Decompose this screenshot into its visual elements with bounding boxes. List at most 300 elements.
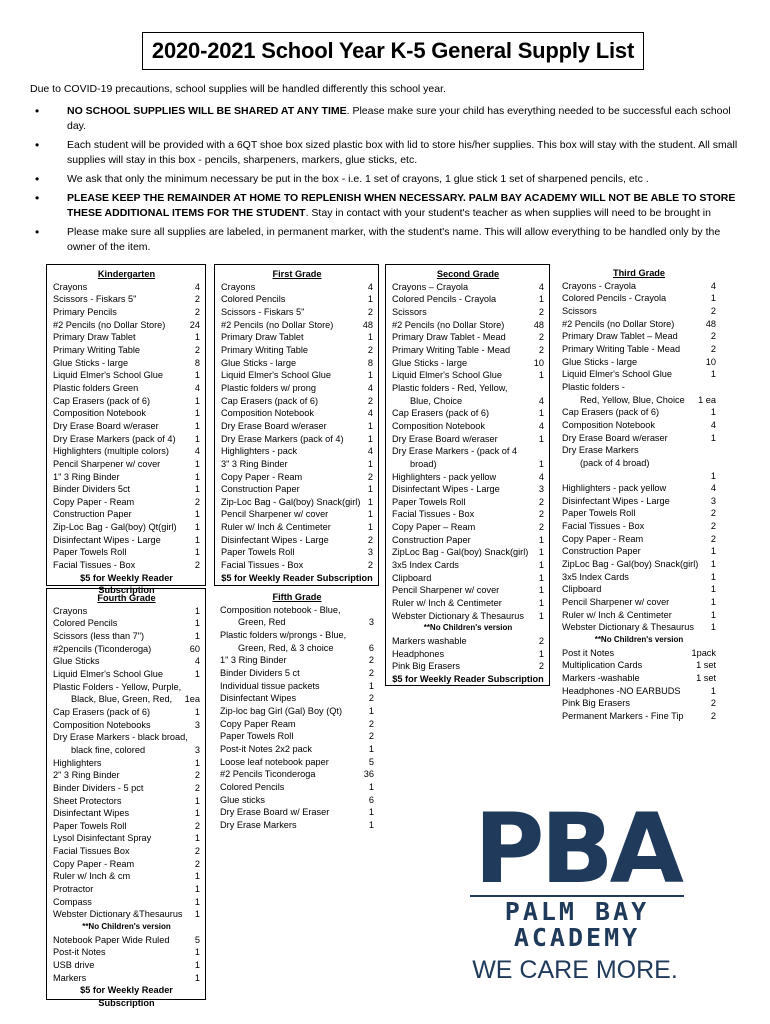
supply-quantity: 2	[367, 534, 373, 545]
supply-quantity: 2	[710, 533, 716, 544]
supply-quantity: 2	[194, 560, 200, 571]
supply-name: Copy Paper Ream	[220, 718, 296, 729]
grade-heading: Second Grade	[436, 269, 500, 279]
supply-name: Pencil Sharpener w/ cover	[392, 585, 500, 596]
supply-name: 2" 3 Ring Binder	[53, 770, 120, 781]
supply-quantity: 1	[367, 522, 373, 533]
supply-item	[53, 820, 200, 833]
supply-quantity	[712, 457, 716, 470]
supply-name: Colored Pencils - Crayola	[562, 293, 667, 304]
supply-quantity: 1	[367, 496, 373, 507]
supply-quantity: 24	[189, 319, 200, 330]
supply-name: Primary Draw Tablet – Mead	[562, 331, 678, 342]
supply-quantity: 2	[194, 294, 200, 305]
supply-quantity: 1	[194, 947, 200, 958]
supply-name: Clipboard	[392, 572, 432, 583]
supply-item	[562, 394, 716, 407]
supply-item	[392, 369, 544, 382]
supply-quantity: 2	[538, 522, 544, 533]
supply-quantity: 36	[363, 769, 374, 780]
supply-quantity: 4	[194, 382, 200, 393]
supply-name: Liquid Elmer's School Glue	[53, 370, 164, 381]
supply-item	[392, 420, 544, 433]
supply-quantity: 4	[538, 471, 544, 482]
supply-quantity: 1	[710, 546, 716, 557]
supply-quantity: 1	[194, 871, 200, 882]
supply-quantity: 2	[538, 636, 544, 647]
supply-name: Dry Erase Markers	[562, 445, 639, 456]
supply-item	[562, 647, 716, 660]
supply-quantity: 1	[194, 884, 200, 895]
supply-name: Glue sticks	[220, 794, 265, 805]
supply-item	[53, 832, 200, 845]
supply-item	[53, 559, 200, 572]
supply-item	[562, 685, 716, 698]
supply-item	[562, 280, 716, 293]
supply-item	[392, 382, 544, 395]
supply-name: Paper Towels Roll	[53, 547, 127, 558]
supply-name: Composition Notebooks	[53, 719, 151, 730]
supply-name: Disinfectant Wipes - Large	[562, 495, 670, 506]
supply-name: Highlighters - pack	[221, 446, 298, 457]
supply-name: Pencil Sharpener w/ cover	[562, 597, 670, 608]
supply-name: Zip-Loc Bag - Gal(boy) Qt(girl)	[53, 522, 177, 533]
supply-item	[562, 545, 716, 558]
supply-quantity: 48	[362, 319, 373, 330]
supply-name: 3" 3 Ring Binder	[221, 458, 288, 469]
supply-item	[53, 706, 200, 719]
supply-quantity: 1	[538, 458, 544, 469]
supply-name: ZipLoc Bag - Gal(boy) Snack(girl)	[392, 547, 529, 558]
supply-item	[53, 344, 200, 357]
supply-item	[562, 697, 716, 710]
supply-quantity: 1	[368, 807, 374, 818]
supply-name: #2 Pencils (no Dollar Store)	[53, 319, 166, 330]
supply-name: #2 Pencils (no Dollar Store)	[392, 319, 505, 330]
supply-item	[221, 344, 373, 357]
supply-quantity: 1	[194, 605, 200, 616]
supply-item	[53, 693, 200, 706]
supply-item	[53, 293, 200, 306]
supply-quantity: 1	[538, 408, 544, 419]
supply-name: Paper Towels Roll	[53, 820, 127, 831]
supply-item	[562, 659, 716, 672]
supply-quantity: 1	[194, 522, 200, 533]
supply-quantity: 1	[367, 509, 373, 520]
supply-name: Primary Pencils	[53, 306, 117, 317]
supply-quantity: 4	[538, 395, 544, 406]
supply-name: Dry Erase Board w/eraser	[392, 433, 498, 444]
supply-quantity: 4	[538, 281, 544, 292]
supply-name: Disinfectant Wipes	[53, 808, 130, 819]
supply-quantity: 4	[194, 446, 200, 457]
supply-quantity: 4	[710, 483, 716, 494]
supply-item	[220, 692, 374, 705]
supply-item	[562, 292, 716, 305]
supply-name: Paper Towels Roll	[392, 496, 466, 507]
supply-item	[53, 357, 200, 370]
supply-quantity: 1	[194, 808, 200, 819]
fifth-grade-list	[214, 588, 379, 838]
supply-name: Plastic folders w/prongs - Blue,	[220, 629, 347, 640]
supply-quantity: 1	[710, 432, 716, 443]
supply-quantity	[196, 681, 200, 694]
supply-quantity: 2	[367, 471, 373, 482]
supply-item	[220, 718, 374, 731]
supply-item	[562, 368, 716, 381]
supply-item	[53, 407, 200, 420]
supply-name: Permanent Markers - Fine Tip	[562, 710, 684, 721]
supply-name: Disinfectant Wipes - Large	[392, 484, 500, 495]
supply-quantity: 1	[367, 420, 373, 431]
supply-name: Liquid Elmer's School Glue	[562, 369, 673, 380]
supply-item	[392, 433, 544, 446]
supply-name: Lysol Disinfectant Spray	[53, 833, 152, 844]
supply-quantity: 1	[194, 458, 200, 469]
supply-name: Colored Pencils - Crayola	[392, 294, 497, 305]
supply-item	[221, 546, 373, 559]
supply-item	[220, 616, 374, 629]
supply-item	[53, 870, 200, 883]
supply-item	[221, 496, 373, 509]
supply-quantity: 1	[194, 618, 200, 629]
supply-name: Copy Paper - Ream	[562, 533, 644, 544]
supply-item	[221, 293, 373, 306]
supply-quantity: 2	[194, 820, 200, 831]
supply-name: Green, Red	[238, 617, 286, 628]
supply-item	[392, 534, 544, 547]
supply-quantity	[540, 382, 544, 395]
supply-quantity: 1	[538, 433, 544, 444]
supply-item	[220, 768, 374, 781]
supply-item	[221, 433, 373, 446]
supply-quantity: 1	[367, 370, 373, 381]
supply-quantity: 6	[368, 794, 374, 805]
page-title: 2020-2021 School Year K-5 General Supply List	[142, 32, 644, 70]
supply-quantity: 1	[194, 420, 200, 431]
supply-item	[53, 471, 200, 484]
supply-name: Scissors - Fiskars 5"	[221, 306, 305, 317]
supply-name: Paper Towels Roll	[221, 547, 295, 558]
supply-quantity: 1	[538, 534, 544, 545]
instruction-item: • NO SCHOOL SUPPLIES WILL BE SHARED AT ANY TIME. Please make sure your child has everything needed to be successful each school day.	[30, 104, 742, 134]
supply-name: Zip-loc bag Girl (Gal) Boy (Qt)	[220, 705, 343, 716]
supply-quantity	[196, 731, 200, 744]
supply-item	[221, 306, 373, 319]
supply-name: Dry Erase Markers - black broad,	[53, 732, 188, 743]
supply-item	[392, 508, 544, 521]
supply-name: Colored Pencils	[220, 781, 285, 792]
supply-item	[221, 445, 373, 458]
supply-item	[221, 534, 373, 547]
supply-quantity: 8	[194, 357, 200, 368]
supply-name: Post it Notes	[562, 647, 615, 658]
supply-quantity: 1	[710, 609, 716, 620]
supply-name: Copy Paper - Ream	[53, 858, 135, 869]
supply-item	[392, 395, 544, 408]
supply-item	[562, 330, 716, 343]
supply-quantity: 1	[194, 795, 200, 806]
supply-name: Webster Dictionary & Thesaurus	[392, 610, 524, 621]
supply-item	[221, 331, 373, 344]
supply-quantity: 2	[538, 306, 544, 317]
supply-name: Composition Notebook	[53, 408, 146, 419]
supply-name: (pack of 4 broad)	[580, 457, 650, 468]
supply-item	[392, 331, 544, 344]
supply-name: #2 Pencils (no Dollar Store)	[562, 318, 675, 329]
supply-quantity: 2	[538, 344, 544, 355]
instruction-item: • We ask that only the minimum necessary be put in the box - i.e. 1 set of crayons, 1 glue stick 1 set of sharpened pencils, etc .	[30, 172, 742, 187]
supply-quantity: 1	[194, 960, 200, 971]
supply-quantity: 1	[710, 571, 716, 582]
supply-quantity: 4	[710, 280, 716, 291]
supply-item	[220, 819, 374, 832]
supply-name: Red, Yellow, Blue, Choice	[580, 394, 685, 405]
supply-name: Primary Writing Table	[53, 344, 140, 355]
supply-quantity: 5	[368, 756, 374, 767]
supply-name: Scissors - Fiskars 5"	[53, 294, 137, 305]
supply-quantity: 2	[367, 344, 373, 355]
supply-item	[220, 730, 374, 743]
supply-name: USB drive	[53, 960, 95, 971]
supply-quantity: 1	[194, 757, 200, 768]
supply-item	[562, 482, 716, 495]
supply-name: Black, Blue, Green, Red,	[71, 694, 173, 705]
supply-item	[53, 959, 200, 972]
supply-name: Copy Paper – Ream	[392, 522, 476, 533]
supply-item	[53, 795, 200, 808]
supply-quantity: 4	[367, 281, 373, 292]
supply-name: Facial Tissues - Box	[392, 509, 475, 520]
supply-name: Ruler w/ Inch & Centimeter	[562, 609, 672, 620]
supply-name: Colored Pencils	[53, 618, 118, 629]
supply-quantity: 1	[710, 622, 716, 633]
supply-name: Glue Sticks - large	[392, 357, 468, 368]
supply-name: Dry Erase Board w/ Eraser	[220, 807, 330, 818]
supply-item	[53, 896, 200, 909]
supply-item	[220, 680, 374, 693]
supply-quantity: 1 set	[696, 673, 716, 683]
supply-name: Pink Big Erasers	[392, 661, 460, 672]
supply-quantity: 2	[368, 655, 374, 666]
supply-item	[53, 668, 200, 681]
supply-item	[562, 609, 716, 622]
supply-name: Post-it Notes 2x2 pack	[220, 743, 312, 754]
supply-name: Webster Dictionary &Thesaurus	[53, 909, 183, 920]
supply-quantity: 2	[194, 306, 200, 317]
supply-item	[392, 610, 544, 623]
supply-name: Crayons	[221, 281, 256, 292]
supply-name: Loose leaf notebook paper	[220, 756, 329, 767]
supply-name: Plastic folders Green	[53, 382, 139, 393]
supply-quantity: 10	[705, 356, 716, 367]
supply-quantity: 2	[710, 710, 716, 721]
supply-item	[562, 381, 716, 394]
supply-item	[53, 281, 200, 294]
supply-name: Glue Sticks - large	[221, 357, 297, 368]
supply-item	[221, 508, 373, 521]
supply-item	[53, 521, 200, 534]
supply-name: Crayons - Crayola	[562, 280, 637, 291]
supply-name: Dry Erase Board w/eraser	[221, 420, 327, 431]
supply-name: Ruler w/ Inch & Centimeter	[392, 598, 502, 609]
palm-bay-academy-logo	[462, 800, 692, 990]
supply-item	[562, 305, 716, 318]
supply-item	[562, 457, 716, 470]
supply-name: Binder Dividers 5 ct	[220, 667, 300, 678]
supply-item	[562, 672, 716, 685]
supply-item	[221, 559, 373, 572]
supply-quantity: 1	[538, 294, 544, 305]
supply-quantity: 3	[368, 617, 374, 628]
supply-name: Glue Sticks	[53, 656, 100, 667]
supply-name: Construction Paper	[392, 534, 471, 545]
supply-name: Pencil Sharpener w/ cover	[53, 458, 161, 469]
supply-item	[53, 534, 200, 547]
supply-quantity: 1	[194, 706, 200, 717]
supply-item	[562, 432, 716, 445]
supply-item	[53, 458, 200, 471]
supply-quantity: 1pack	[691, 647, 716, 658]
supply-name: Individual tissue packets	[220, 680, 320, 691]
supply-name: 1" 3 Ring Binder	[53, 471, 120, 482]
supply-quantity: 3	[710, 495, 716, 506]
supply-item	[221, 357, 373, 370]
supply-quantity: 1	[368, 705, 374, 716]
supply-name: Construction Paper	[562, 546, 641, 557]
supply-quantity: 2	[194, 770, 200, 781]
supply-item	[392, 306, 544, 319]
supply-name: Highlighters (multiple colors)	[53, 446, 169, 457]
supply-item	[220, 756, 374, 769]
supply-quantity: 2	[194, 782, 200, 793]
supply-item	[392, 319, 544, 332]
second-grade-list	[385, 264, 550, 686]
supply-item	[53, 858, 200, 871]
supply-item	[562, 406, 716, 419]
supply-quantity	[370, 604, 374, 617]
supply-quantity: 1	[368, 680, 374, 691]
supply-quantity: 1	[538, 610, 544, 621]
supply-quantity: 1	[194, 395, 200, 406]
supply-item	[220, 654, 374, 667]
supply-quantity: 1	[710, 685, 716, 696]
supply-item	[220, 781, 374, 794]
dictionary-note: **No Children's version	[423, 623, 513, 633]
supply-quantity: 2	[194, 344, 200, 355]
weekly-reader-note: $5 for Weekly Reader Subscription	[392, 674, 544, 684]
supply-item	[392, 458, 544, 471]
supply-name: Highlighters - pack yellow	[562, 483, 667, 494]
grade-heading: Kindergarten	[97, 269, 156, 279]
supply-name: Binder Dividers 5ct	[53, 484, 131, 495]
supply-quantity	[712, 444, 716, 457]
supply-item	[562, 533, 716, 546]
supply-name: Primary Draw Tablet	[53, 332, 136, 343]
supply-item	[562, 583, 716, 596]
supply-item	[53, 445, 200, 458]
supply-name: 1" 3 Ring Binder	[220, 655, 287, 666]
supply-name: Post-it Notes	[53, 947, 106, 958]
supply-item	[221, 319, 373, 332]
logo-letters: PBA	[474, 800, 680, 905]
supply-item	[562, 470, 716, 483]
supply-name: broad)	[410, 458, 437, 469]
supply-quantity: 5	[194, 934, 200, 945]
supply-item	[392, 344, 544, 357]
weekly-reader-note: $5 for Weekly Reader Subscription	[221, 572, 373, 583]
supply-name: Dry Erase Markers	[220, 819, 297, 830]
supply-name: Composition notebook - Blue,	[220, 604, 341, 615]
supply-item	[53, 546, 200, 559]
supply-name: Dry Erase Markers (pack of 4)	[53, 433, 176, 444]
supply-item	[53, 630, 200, 643]
supply-name: Paper Towels Roll	[220, 731, 294, 742]
supply-name: Plastic folders -	[562, 381, 625, 392]
supply-quantity	[540, 445, 544, 458]
supply-name: Plastic Folders - Yellow, Purple,	[53, 681, 182, 692]
supply-quantity: 1	[194, 332, 200, 343]
logo-tagline: WE CARE MORE.	[472, 956, 678, 984]
supply-name: Ruler w/ Inch & Centimeter	[221, 522, 331, 533]
supply-name: #2pencils (Ticonderoga)	[53, 643, 152, 654]
supply-name: 3x5 Index Cards	[562, 571, 629, 582]
supply-item	[392, 648, 544, 661]
supply-name: Composition Notebook	[392, 420, 485, 431]
supply-quantity: 1 ea	[698, 394, 716, 405]
supply-name: Dry Erase Markers (pack of 4)	[221, 433, 344, 444]
supply-quantity: 1	[710, 584, 716, 595]
supply-name: Primary Draw Tablet	[221, 332, 304, 343]
supply-name: Scissors	[392, 306, 427, 317]
instructions-list	[30, 104, 742, 259]
supply-quantity: 4	[367, 408, 373, 419]
supply-name: Facial Tissues Box	[53, 846, 130, 857]
supply-quantity: 1	[710, 559, 716, 570]
first-grade-list	[214, 264, 379, 586]
supply-quantity: 1	[194, 668, 200, 679]
supply-name: Pencil Sharpener w/ cover	[221, 509, 329, 520]
supply-item	[53, 744, 200, 757]
supply-name: Binder Dividers - 5 pct	[53, 782, 144, 793]
supply-item	[53, 908, 200, 921]
supply-name: Scissors (less than 7")	[53, 630, 145, 641]
supply-name: Notebook Paper Wide Ruled	[53, 934, 170, 945]
supply-quantity: 2	[194, 846, 200, 857]
supply-name: Cap Erasers (pack of 6)	[562, 407, 660, 418]
fourth-grade-list	[46, 588, 206, 1008]
supply-name: Colored Pencils	[221, 294, 286, 305]
supply-item	[221, 483, 373, 496]
supply-item	[392, 559, 544, 572]
supply-item	[53, 420, 200, 433]
supply-name: Highlighters - pack yellow	[392, 471, 497, 482]
supply-quantity: 1	[710, 407, 716, 418]
supply-quantity: 4	[367, 446, 373, 457]
supply-name: Disinfectant Wipes - Large	[221, 534, 329, 545]
supply-name: Cap Erasers (pack of 6)	[53, 395, 151, 406]
supply-name: black fine, colored	[71, 744, 146, 755]
supply-quantity: 1	[194, 408, 200, 419]
supply-name: #2 Pencils (no Dollar Store)	[221, 319, 334, 330]
supply-item	[53, 643, 200, 656]
supply-item	[53, 731, 200, 744]
supply-name: Crayons – Crayola	[392, 281, 469, 292]
supply-quantity: 1	[194, 509, 200, 520]
supply-quantity: 1	[194, 896, 200, 907]
supply-name: Pink Big Erasers	[562, 698, 630, 709]
supply-quantity: 1	[368, 819, 374, 830]
